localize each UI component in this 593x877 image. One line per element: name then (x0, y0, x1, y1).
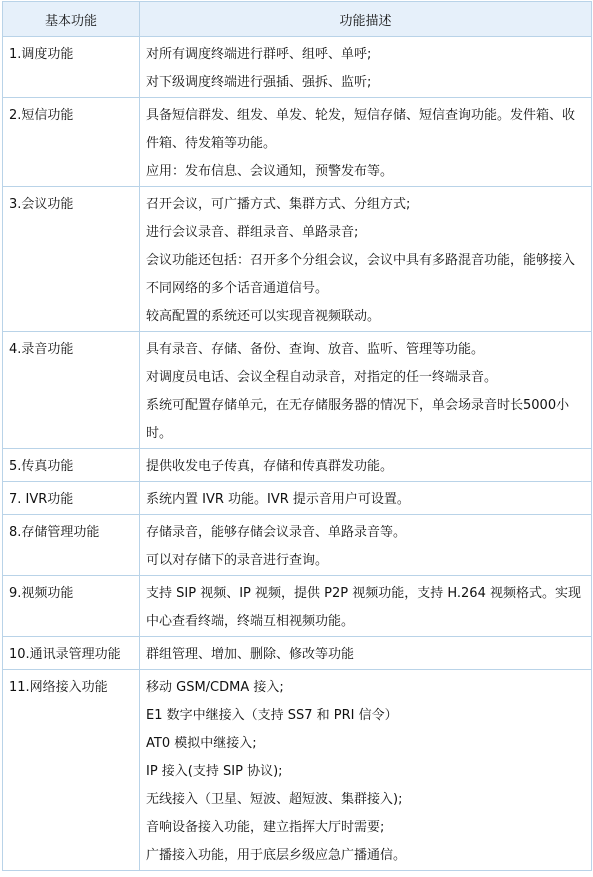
description-line: 无线接入（卫星、短波、超短波、集群接入); (146, 792, 403, 807)
description-line: AT0 模拟中继接入; (146, 736, 257, 751)
feature-rows (3, 37, 592, 871)
table-row (3, 482, 592, 515)
description-line: 应用：发布信息、会议通知，预警发布等。 (146, 164, 394, 179)
feature-name: 11.网络接入功能 (3, 670, 140, 871)
description-line: 群组管理、增加、删除、修改等功能 (146, 647, 355, 662)
feature-name: 3.会议功能 (3, 187, 140, 332)
description-line: 较高配置的系统还可以实现音视频联动。 (146, 309, 381, 324)
feature-name: 8.存储管理功能 (3, 515, 140, 576)
header-function-description: 功能描述 (140, 2, 592, 37)
feature-description (140, 515, 592, 576)
table-row (3, 637, 592, 670)
feature-description (140, 187, 592, 332)
feature-description (140, 449, 592, 482)
feature-description (140, 332, 592, 449)
header-row (3, 2, 592, 37)
table-row (3, 37, 592, 98)
description-line: 会议功能还包括：召开多个分组会议，会议中具有多路混音功能，能够接入不同网络的多个话音通道信号。 (146, 253, 576, 296)
feature-name: 9.视频功能 (3, 576, 140, 637)
description-line: 召开会议，可广播方式、集群方式、分组方式; (146, 197, 411, 212)
description-line: E1 数字中继接入（支持 SS7 和 PRI 信令） (146, 708, 398, 723)
table-row (3, 515, 592, 576)
feature-description (140, 482, 592, 515)
description-line: 移动 GSM/CDMA 接入; (146, 680, 284, 695)
table-row (3, 98, 592, 187)
description-line: 广播接入功能，用于底层乡级应急广播通信。 (146, 848, 407, 863)
description-line: 对所有调度终端进行群呼、组呼、单呼; (146, 47, 372, 62)
feature-name: 2.短信功能 (3, 98, 140, 187)
table-row (3, 576, 592, 637)
description-line: 音响设备接入功能，建立指挥大厅时需要; (146, 820, 385, 835)
feature-description (140, 98, 592, 187)
feature-name: 4.录音功能 (3, 332, 140, 449)
header-basic-function: 基本功能 (3, 2, 140, 37)
feature-name: 10.通讯录管理功能 (3, 637, 140, 670)
feature-name: 7. IVR功能 (3, 482, 140, 515)
description-line: 提供收发电子传真，存储和传真群发功能。 (146, 459, 394, 474)
description-line: 存储录音，能够存储会议录音、单路录音等。 (146, 525, 407, 540)
feature-name: 5.传真功能 (3, 449, 140, 482)
table-row (3, 187, 592, 332)
feature-description (140, 637, 592, 670)
feature-description (140, 37, 592, 98)
description-line: 具有录音、存储、备份、查询、放音、监听、管理等功能。 (146, 342, 485, 357)
description-line: 进行会议录音、群组录音、单路录音; (146, 225, 359, 240)
description-line: 对调度员电话、会议全程自动录音，对指定的任一终端录音。 (146, 370, 498, 385)
table-row (3, 449, 592, 482)
description-line: 对下级调度终端进行强插、强拆、监听; (146, 75, 372, 90)
description-line: 系统可配置存储单元，在无存储服务器的情况下，单会场录音时长5000小时。 (146, 398, 570, 441)
feature-description (140, 576, 592, 637)
feature-name: 1.调度功能 (3, 37, 140, 98)
description-line: 系统内置 IVR 功能。IVR 提示音用户可设置。 (146, 492, 410, 507)
description-line: 具备短信群发、组发、单发、轮发，短信存储、短信查询功能。发件箱、收件箱、待发箱等功能。 (146, 108, 576, 151)
table-row (3, 332, 592, 449)
feature-description (140, 670, 592, 871)
description-line: 可以对存储下的录音进行查询。 (146, 553, 329, 568)
feature-table (2, 1, 592, 871)
description-line: IP 接入(支持 SIP 协议); (146, 764, 283, 779)
table-row (3, 670, 592, 871)
description-line: 支持 SIP 视频、IP 视频，提供 P2P 视频功能，支持 H.264 视频格式。实现中心查看终端，终端互相视频功能。 (146, 586, 581, 629)
